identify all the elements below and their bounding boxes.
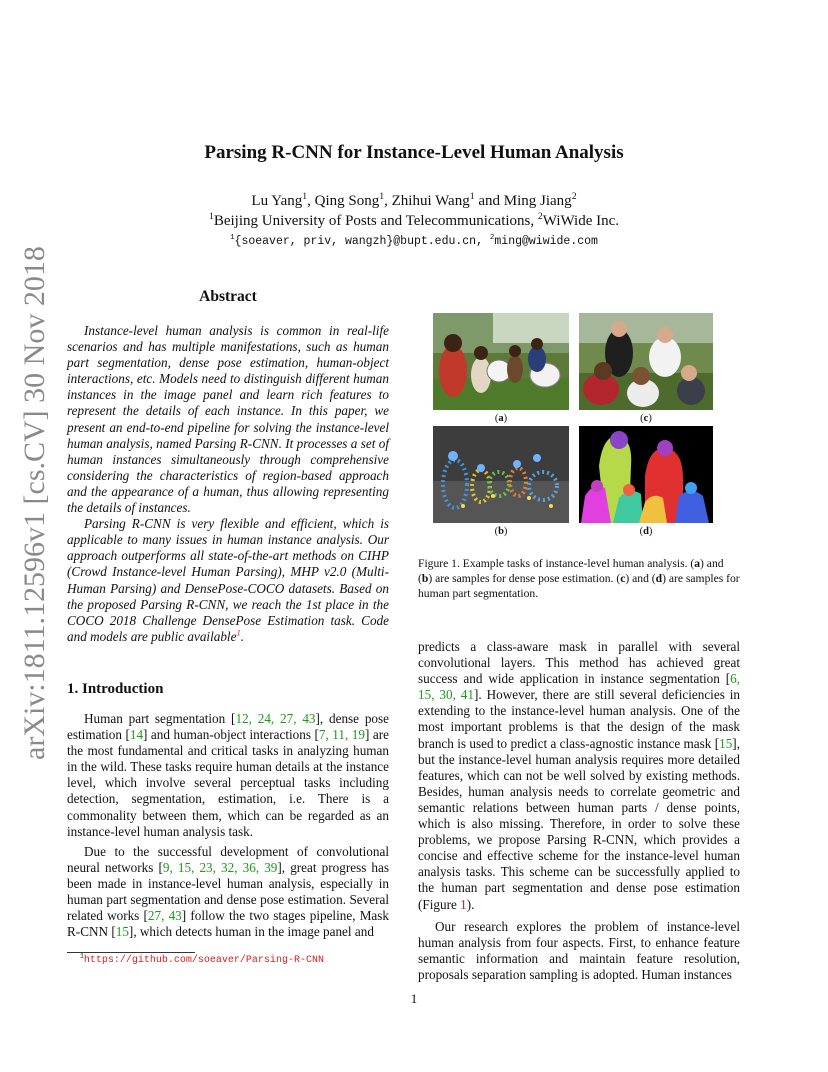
citation-link[interactable]: 27, 43 [147, 908, 182, 924]
author-name: Lu Yang [251, 193, 303, 209]
intro-paragraph-4: Our research explores the problem of instance-level human analysis from four aspects. First, to enhance feature semantic information and maintain feature resolution, proposals separation sampling is adopted. Human instances [418, 918, 740, 982]
email-1: {soeaver, priv, wangzh}@bupt.edu.cn, [234, 235, 483, 248]
caption-ref: d [655, 572, 663, 585]
right-column-body [418, 639, 740, 983]
affiliation-2: WiWide Inc. [542, 213, 620, 229]
left-column-body [67, 711, 389, 940]
text-run: ], great progress has been made in instance-level human analysis, especially in human part segmentation and dense pose estimation. Several related works [ [67, 859, 390, 924]
author-sup: 1 [379, 191, 385, 202]
author-sup: 1 [469, 191, 475, 202]
figure-panel-c [579, 313, 713, 410]
page-number: 1 [410, 991, 418, 1006]
figure-caption [418, 556, 740, 601]
footnote-number: 1 [80, 952, 84, 960]
email-2: ming@wiwide.com [494, 235, 598, 248]
text-run: ] and human-object interactions [ [143, 727, 319, 743]
abstract-p2-text: Parsing R-CNN is very flexible and efficient, which is applicable to many issues in human instance analysis. Our approach outperforms all state-of-the-art methods on CIHP (Crowd Instance-level Human Parsing), MHP v2.0 (Multi-Human Parsing) and DensePose-COCO datasets. Based on the proposed Parsing R-CNN, we reach the 1st place in the COCO 2018 Challenge DensePose Estimation task. Code and models are public available [67, 516, 389, 644]
citation-link[interactable]: 14 [129, 727, 144, 743]
caption-text: ) and ( [418, 557, 724, 585]
emails: $^1${soeaver, priv, wangzh}@bupt.edu.cn, $^2$ming@wiwide.com [230, 234, 598, 248]
citation-link[interactable]: 6, 15, 30, 41 [418, 671, 740, 703]
author-sup: 2 [571, 191, 577, 202]
affiliation-1: Beijing University of Posts and Telecommunications, [213, 213, 535, 229]
caption-ref: a [694, 557, 701, 570]
text-run: Human part segmentation [ [84, 711, 236, 726]
footnote-url-link[interactable]: https://github.com/soeaver/Parsing-R-CNN [83, 955, 324, 966]
author-list: Lu Yang$^1$, Qing Song$^1$, Zhihui Wang$^1$ and Ming Jiang$^2$ [251, 191, 577, 209]
footnote-mark[interactable]: 1 [236, 627, 241, 638]
abstract-p2-end: . [240, 628, 245, 644]
figure-label-c: (c) [640, 413, 652, 424]
figure-label-a: (a) [494, 413, 508, 424]
text-run: ], but the instance-level human analysis requires more detailed features, which can not be well solved by existing methods. Besides, human analysis needs to correlate geometric and semantic relations between human parts / dense points, which is also missing. Therefore, in order to solve these problems, we propose Parsing R-CNN, which provides a concise and effective scheme for the instance-level human analysis tasks. This scheme can be successfully applied to the human part segmentation and dense pose estimation (Figure [418, 735, 740, 912]
abstract-paragraph-2 [67, 516, 389, 645]
arxiv-id: arXiv:1811.12596v1 [cs.CV] 30 Nov 2018 [18, 246, 51, 760]
text-run: ], which detects human in the image panel and [128, 924, 374, 940]
caption-text: ) are samples for dense pose estimation. ( [428, 572, 621, 585]
text-run: ] are the most fundamental and critical tasks in analyzing human in the wild. These tasks require human details at the instance level, which involve several perceptual tasks including detection, segmentation, estimation, i.e. There is a commonality between them, which can be regarded as an instance-level human analysis task. [67, 727, 389, 839]
text-run: Due to the successful development of convolutional neural networks [ [67, 843, 389, 875]
figure-link[interactable]: 1 [460, 896, 467, 912]
intro-paragraph-3 [418, 639, 740, 913]
abstract-body [67, 323, 389, 645]
figure-panel-a [433, 313, 569, 410]
intro-paragraph-2 [67, 844, 389, 941]
text-run: ] follow the two stages pipeline, Mask R-CNN [ [67, 908, 390, 940]
text-run: predicts a class-aware mask in parallel with several convolutional layers. This method has achieved great success and wide application in instance segmentation [ [418, 639, 740, 687]
figure-label-b: (b) [494, 526, 508, 537]
figure-panel-d [579, 426, 713, 523]
abstract-heading: Abstract [199, 288, 257, 305]
figure-panel-b [433, 426, 569, 523]
citation-link[interactable]: 9, 15, 23, 32, 36, 39 [162, 859, 278, 875]
text-run: ], dense pose estimation [ [67, 711, 390, 743]
caption-ref: b [421, 572, 429, 585]
footnote [80, 952, 324, 966]
author-name: Ming Jiang [503, 193, 572, 209]
footnote-rule [67, 952, 195, 953]
figure-label-d: (d) [639, 526, 653, 537]
abstract-paragraph-1: Instance-level human analysis is common in real-life scenarios and has multiple manifestations, such as human part segmentation, dense pose estimation, human-object interactions, etc. Models need to distinguish different human instances in the image panel and learn rich features to represent the details of each instance. In this paper, we present an end-to-end pipeline for solving the instance-level human analysis, named Parsing R-CNN. It processes a set of human instances simultaneously through comprehensive considering the characteristics of region-based approach and the appearance of a human, thus allowing representing the details of instances. [67, 323, 389, 516]
text-run: ). [466, 896, 475, 912]
affiliations: $^1$Beijing University of Posts and Telecommunications, $^2$WiWide Inc. [208, 211, 620, 229]
citation-link[interactable]: 12, 24, 27, 43 [235, 711, 316, 726]
section-heading-introduction: 1. Introduction [67, 681, 164, 697]
text-run: ]. However, there are still several deficiencies in extending to the instance-level human analysis. One of the most important problems is that the design of the mask branch is used to predict a class-agnostic instance mask [ [418, 687, 741, 751]
author-sup: 1 [302, 191, 308, 202]
citation-link[interactable]: 15 [115, 924, 129, 940]
caption-text: ) and ( [625, 572, 656, 585]
citation-link[interactable]: 7, 11, 19 [318, 727, 365, 743]
intro-paragraph-1 [67, 711, 389, 840]
caption-ref: c [620, 572, 626, 585]
author-name: Qing Song [314, 193, 380, 209]
caption-text: ) are samples for human part segmentation. [418, 572, 740, 600]
citation-link[interactable]: 15 [719, 735, 733, 751]
caption-text: Figure 1. Example tasks of instance-level human analysis. ( [418, 557, 695, 570]
author-name: Zhihui Wang [391, 193, 470, 209]
paper-title: Parsing R-CNN for Instance-Level Human Analysis [204, 142, 624, 163]
